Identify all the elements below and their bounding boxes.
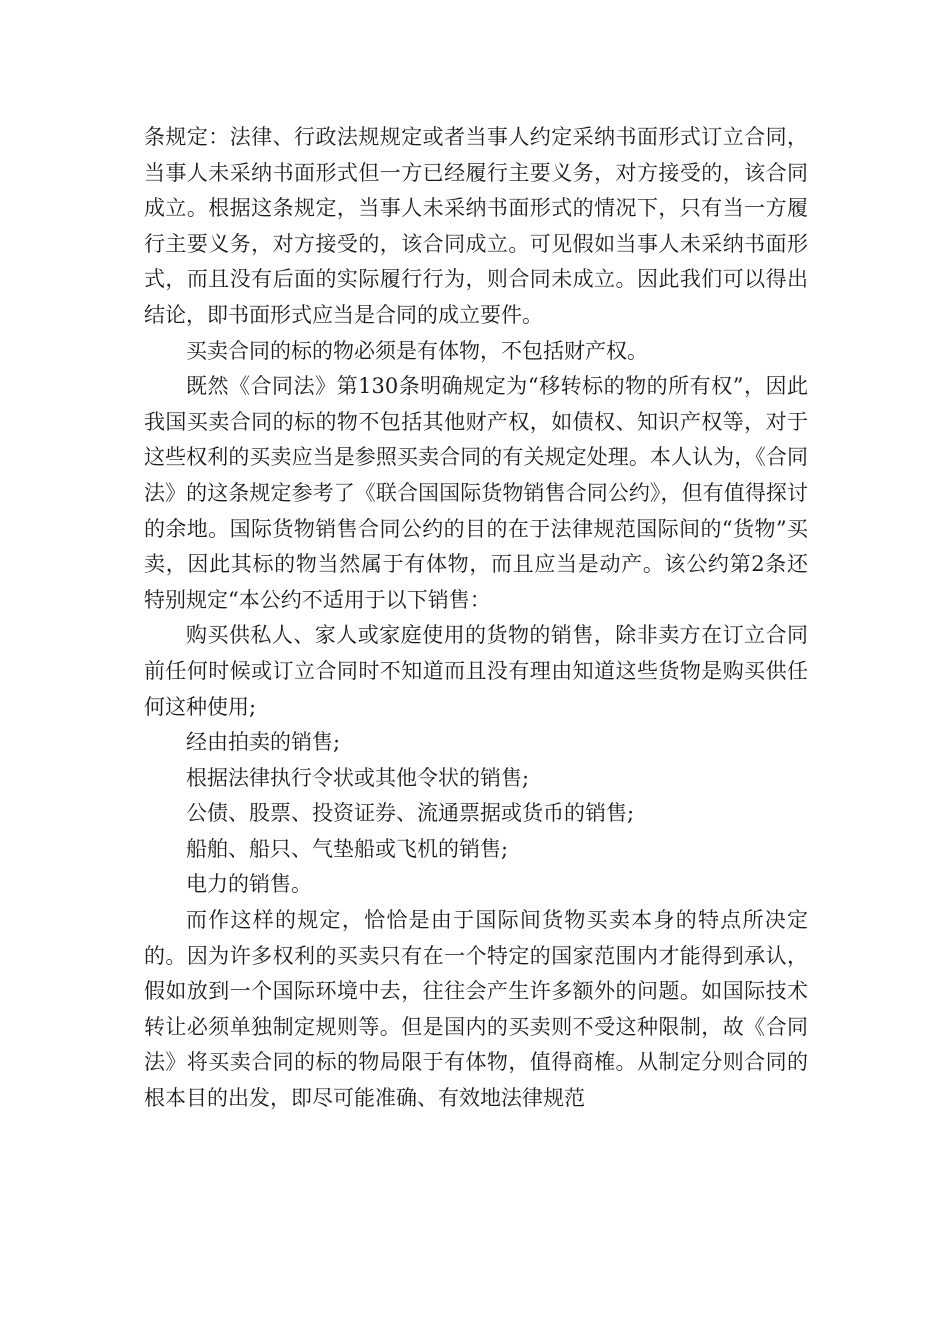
paragraph-7: 公债、股票、投资证券、流通票据或货币的销售; bbox=[186, 801, 635, 826]
paragraph-3: 既然《合同法》第130条明确规定为“移转标的物的所有权”，因此我国买卖合同的标的物不包括其他财产权，如债权、知识产权等，对于这些权利的买卖应当是参照买卖合同的有关规定处理。本人认为，《合同法》的这条规定参考了《联合国国际货物销售合同公约》，但有值得探讨的余地。国际货物销售合同公约的目的在于法律规范国际间的“货物”买卖，因此其标的物当然属于有体物，而且应当是动产。该公约第2条还特别规定“本公约不适用于以下销售： bbox=[144, 374, 808, 612]
paragraph-6: 根据法律执行令状或其他令状的销售; bbox=[186, 765, 530, 790]
paragraph-2: 买卖合同的标的物必须是有体物，不包括财产权。 bbox=[186, 338, 648, 363]
paragraph-5: 经由拍卖的销售; bbox=[186, 730, 341, 755]
document-body bbox=[144, 120, 808, 1117]
paragraph-9: 电力的销售。 bbox=[186, 872, 312, 897]
paragraph-8: 船舶、船只、气垫船或飞机的销售; bbox=[186, 836, 509, 861]
paragraph-10: 而作这样的规定，恰恰是由于国际间货物买卖本身的特点所决定的。因为许多权利的买卖只有在一个特定的国家范围内才能得到承认，假如放到一个国际环境中去，往往会产生许多额外的问题。如国际技术转让必须单独制定规则等。但是国内的买卖则不受这种限制，故《合同法》将买卖合同的标的物局限于有体物，值得商榷。从制定分则合同的根本目的出发，即尽可能准确、有效地法律规范 bbox=[144, 908, 808, 1111]
paragraph-4: 购买供私人、家人或家庭使用的货物的销售，除非卖方在订立合同前任何时候或订立合同时不知道而且没有理由知道这些货物是购买供任何这种使用; bbox=[144, 623, 808, 719]
paragraph-1: 条规定：法律、行政法规规定或者当事人约定采纳书面形式订立合同，当事人未采纳书面形式但一方已经履行主要义务，对方接受的，该合同成立。根据这条规定，当事人未采纳书面形式的情况下，只有当一方履行主要义务，对方接受的，该合同成立。可见假如当事人未采纳书面形式，而且没有后面的实际履行行为，则合同未成立。因此我们可以得出结论，即书面形式应当是合同的成立要件。 bbox=[144, 125, 808, 327]
